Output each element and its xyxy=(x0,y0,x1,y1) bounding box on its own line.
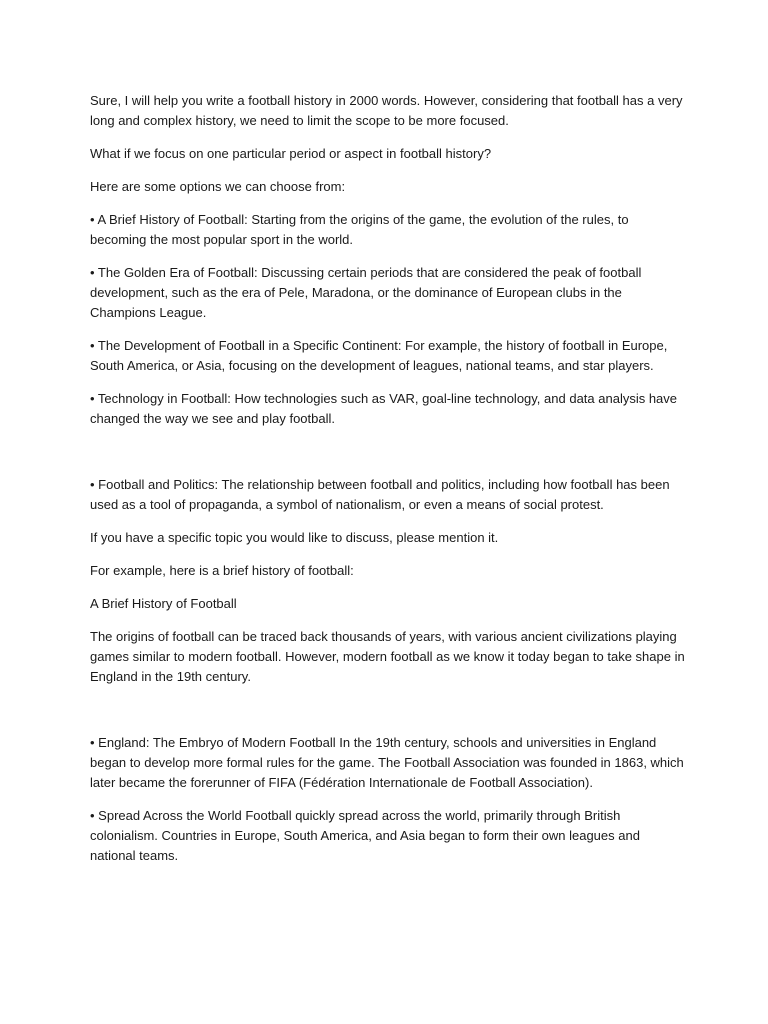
document-body xyxy=(90,91,686,879)
section-heading: A Brief History of Football xyxy=(90,596,237,611)
spread-bullet: • Spread Across the World Football quickly spread across the world, primarily through British colonialism. Countries in Europe, South America, and Asia began to form their own leagues and national teams. xyxy=(90,808,640,863)
option-politics: • Football and Politics: The relationship between football and politics, including how football has been used as a tool of propaganda, a symbol of nationalism, or even a means of social protest. xyxy=(90,477,670,512)
england-bullet: • England: The Embryo of Modern Football In the 19th century, schools and universities in England began to develop more formal rules for the game. The Football Association was founded in 1863, which later became the forerunner of FIFA (Fédération Internationale de Football Association). xyxy=(90,735,684,790)
option-specific-continent: • The Development of Football in a Specific Continent: For example, the history of football in Europe, South America, or Asia, focusing on the development of leagues, national teams, and star players. xyxy=(90,338,668,373)
origins-paragraph: The origins of football can be traced back thousands of years, with various ancient civilizations playing games similar to modern football. However, modern football as we know it today began to take shape in England in the 19th century. xyxy=(90,629,685,684)
option-golden-era: • The Golden Era of Football: Discussing certain periods that are considered the peak of football development, such as the era of Pele, Maradona, or the dominance of European clubs in the Champions League. xyxy=(90,265,642,320)
option-brief-history: • A Brief History of Football: Starting from the origins of the game, the evolution of the rules, to becoming the most popular sport in the world. xyxy=(90,212,629,247)
question-paragraph: What if we focus on one particular period or aspect in football history? xyxy=(90,146,492,161)
blank-gap xyxy=(90,700,686,733)
topic-request-paragraph: If you have a specific topic you would like to discuss, please mention it. xyxy=(90,530,499,545)
blank-gap xyxy=(90,442,686,475)
example-intro-paragraph: For example, here is a brief history of football: xyxy=(90,563,354,578)
option-technology: • Technology in Football: How technologies such as VAR, goal-line technology, and data analysis have changed the way we see and play football. xyxy=(90,391,678,426)
intro-paragraph: Sure, I will help you write a football history in 2000 words. However, considering that football has a very long and complex history, we need to limit the scope to be more focused. xyxy=(90,93,683,128)
options-intro-paragraph: Here are some options we can choose from: xyxy=(90,179,346,194)
